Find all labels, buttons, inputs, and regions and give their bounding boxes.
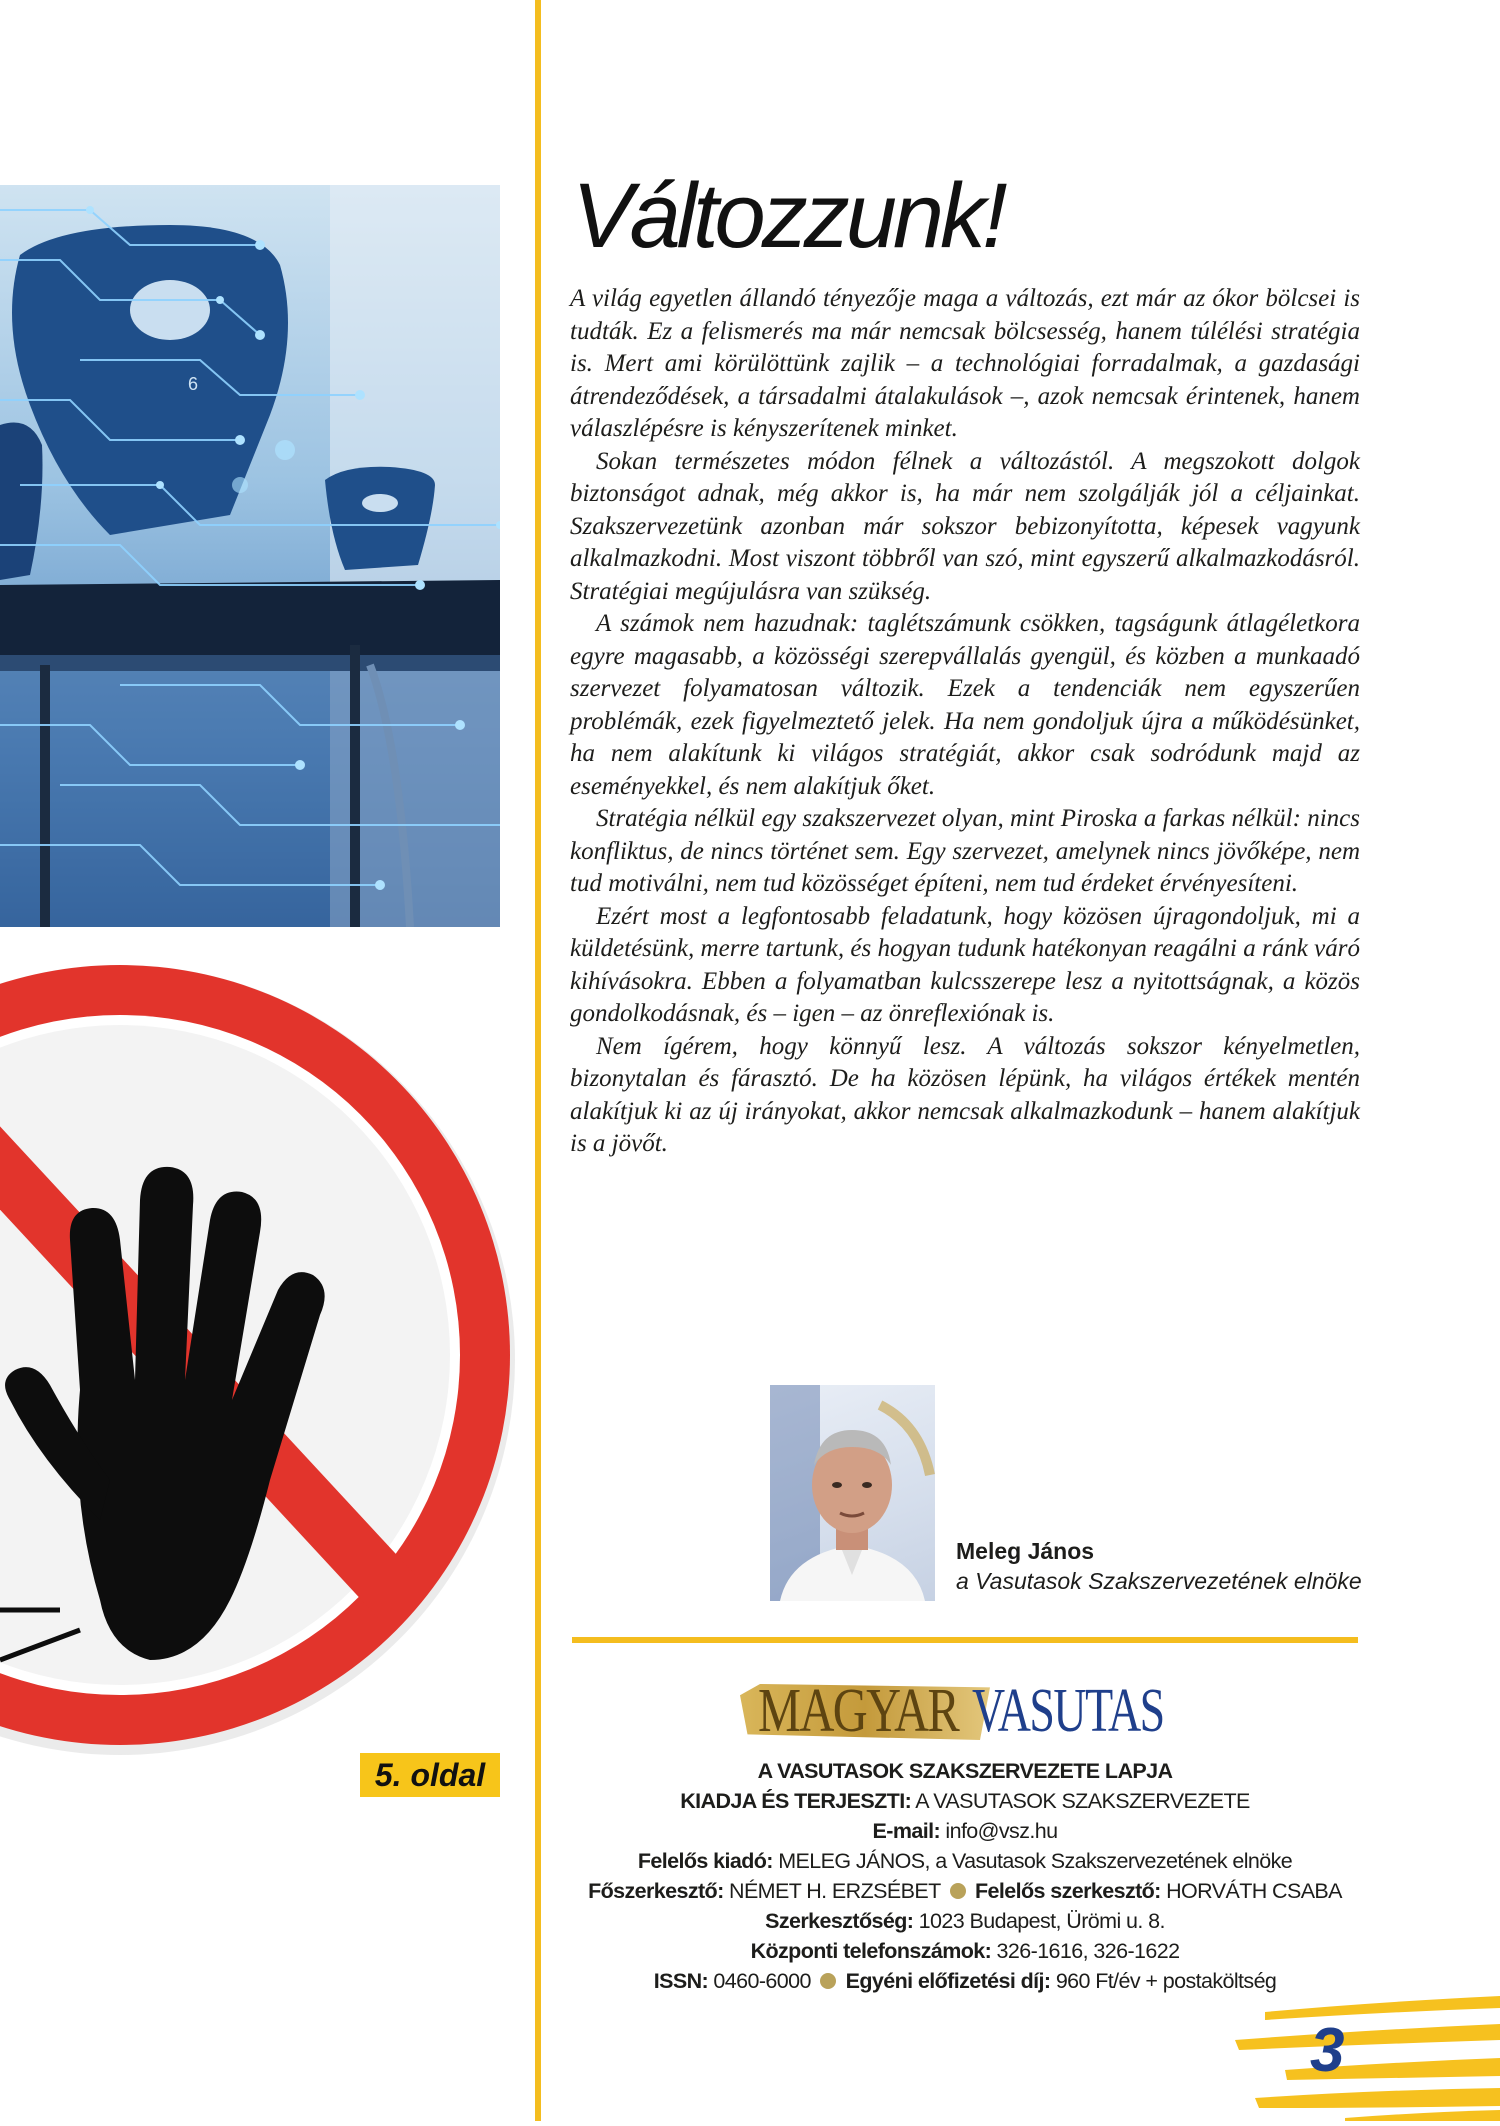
imprint-block	[572, 1756, 1358, 1996]
author-name: Meleg János	[956, 1538, 1095, 1564]
imprint-value: 1023 Budapest, Ürömi u. 8.	[913, 1909, 1165, 1933]
imprint-value: A VASUTASOK SZAKSZERVEZETE	[911, 1789, 1250, 1813]
article-paragraph: Ezért most a legfontosabb feladatunk, hogy közösen újragondoljuk, mi a küldetésünk, merre tartunk, és hogyan tudunk hatékonyan reagálni a ránk váró kihívásokra. Ebben a folyamatban kulcsszerepe lesz a nyitottságnak, a közös gondolkodásnak, és – igen – az önreflexiónak is.	[570, 902, 1360, 1027]
article-paragraph: A számok nem hazudnak: taglétszámunk csökken, tagságunk átlagéletkora egyre magasabb, a közösségi szerepvállalás gyengül, és közben a munkaadó szervezet folyamatosan változik. Ezek a tendenciák nem egyszerűen problémák, ezek figyelmeztető jelek. Ha nem gondoljuk újra a működésünket, ha nem alakítunk ki világos stratégiát, akkor csak sodródunk majd az eseményekkel, és nem alakítjuk őket.	[570, 610, 1360, 800]
article-paragraph: Nem ígérem, hogy könnyű lesz. A változás sokszor kényelmetlen, bizonytalan és fárasztó. De ha közösen lépünk, ha világos értékek mentén alakítjuk ki az új irányokat, akkor nemcsak alkalmazkodunk – hanem alakítjuk is a jövőt.	[570, 1032, 1360, 1157]
imprint-divider	[572, 1637, 1358, 1643]
page-number-brush-decoration	[1225, 1990, 1500, 2121]
article-paragraph: Sokan természetes módon félnek a változástól. A megszokott dolgok biztonságot adnak, még akkor is, ha már nem szolgálják jól a céljainkat. Szakszervezetünk azonban már sokszor bebizonyította, képesek vagyunk alkalmazkodni. Most viszont többről van szó, mint egyszerű alkalmazkodásról. Stratégiai megújulásra van szükség.	[570, 447, 1360, 605]
imprint-label: Főszerkesztő:	[588, 1879, 724, 1903]
article-paragraph: Stratégia nélkül egy szakszervezet olyan, mint Piroska a farkas nélkül: nincs konfliktus, de nincs történet sem. Egy szervezet, amelynek nincs jövőképe, nem tud motiválni, nem tud közösséget építeni, nem tud érdeket érvényesíteni.	[570, 805, 1360, 897]
logo-word-vasutas: VASUTAS	[972, 1677, 1164, 1745]
imprint-office	[572, 1906, 1358, 1936]
imprint-label: Felelős szerkesztő:	[969, 1879, 1161, 1903]
imprint-email-value[interactable]: info@vsz.hu	[940, 1819, 1058, 1843]
imprint-publisher	[572, 1786, 1358, 1816]
logo-word-magyar: MAGYAR	[758, 1677, 959, 1745]
imprint-phones	[572, 1936, 1358, 1966]
classroom-circuit-photo	[0, 185, 500, 927]
imprint-label: KIADJA ÉS TERJESZTI:	[680, 1789, 912, 1813]
article-body	[570, 283, 1360, 1161]
imprint-value: HORVÁTH CSABA	[1160, 1879, 1342, 1903]
author-portrait	[770, 1385, 935, 1601]
stop-hand-sign-illustration	[0, 960, 540, 1780]
page-number: 3	[1310, 2016, 1345, 2085]
imprint-value: MELEG JÁNOS, a Vasutasok Szakszervezetének elnöke	[772, 1849, 1293, 1873]
imprint-label: Felelős kiadó:	[637, 1849, 773, 1873]
imprint-value: NÉMET H. ERZSÉBET	[723, 1879, 946, 1903]
imprint-value: 0460-6000	[708, 1969, 817, 1993]
bullet-dot-icon	[820, 1973, 836, 1989]
imprint-value: 326-1616, 326-1622	[991, 1939, 1180, 1963]
article-paragraph: A világ egyetlen állandó tényezője maga a változás, ezt már az ókor bölcsei is tudták. Ez a felismerés ma már nemcsak bölcsesség, hanem túlélési stratégia is. Mert ami körülöttünk zajlik – a technológiai forradalmak, a gazdasági átrendeződések, a társadalmi átalakulások –, azok nemcsak érintenek, hanem válaszlépésre is kényszerítenek minket.	[570, 285, 1360, 442]
magyar-vasutas-logo	[740, 1676, 1180, 1746]
imprint-responsible-publisher	[572, 1846, 1358, 1876]
imprint-email	[572, 1816, 1358, 1846]
imprint-label: Egyéni előfizetési díj:	[840, 1969, 1051, 1993]
photo-number-label: 6	[188, 374, 199, 394]
imprint-publication: A VASUTASOK SZAKSZERVEZETE LAPJA	[757, 1759, 1173, 1783]
imprint-value: 960 Ft/év + postaköltség	[1050, 1969, 1277, 1993]
page-reference-badge: 5. oldal	[360, 1753, 500, 1797]
imprint-label: E-mail:	[872, 1819, 941, 1843]
imprint-label: Központi telefonszámok:	[750, 1939, 992, 1963]
author-role: a Vasutasok Szakszervezetének elnöke	[956, 1568, 1362, 1594]
bullet-dot-icon	[950, 1883, 966, 1899]
article-title: Változzunk!	[572, 165, 1004, 267]
imprint-editors	[572, 1876, 1358, 1906]
imprint-label: Szerkesztőség:	[765, 1909, 914, 1933]
imprint-label: ISSN:	[653, 1969, 709, 1993]
